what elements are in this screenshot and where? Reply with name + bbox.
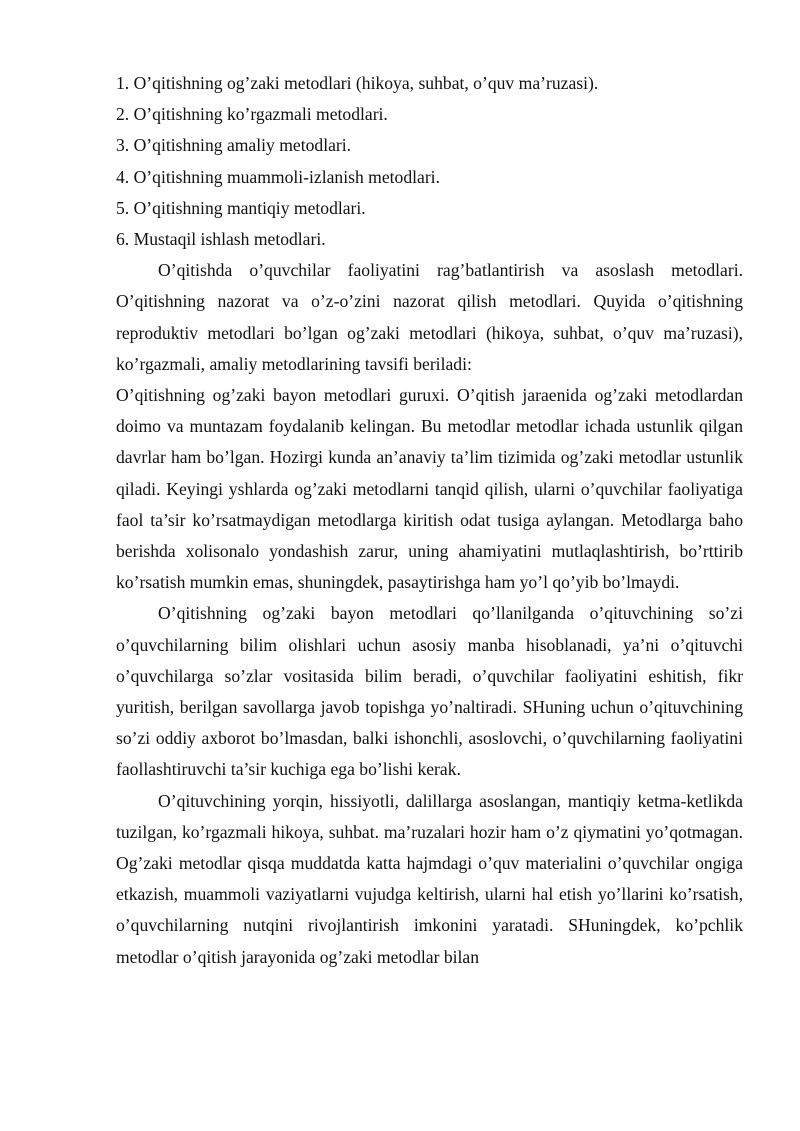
paragraph-methods-overview: O’qitishda o’quvchilar faoliyatini rag’batlantirish va asoslash metodlari. O’qitishning nazorat va o’z-o’zini nazorat qilish metodlari. Quyida o’qitishning reproduktiv metodlari bo’lgan og’zaki metodlari (hikoya, suhbat, o’quv ma’ruzasi), ko’rgazmali, amaliy metodlarining tavsifi beriladi: [116,260,743,374]
list-item-2: 2. O’qitishning ko’rgazmali metodlari. [116,104,388,125]
document-page [116,68,743,973]
list-item-1: 1. O’qitishning og’zaki metodlari (hikoya, suhbat, o’quv ma’ruzasi). [116,73,599,93]
list-item-3: 3. O’qitishning amaliy metodlari. [116,135,352,156]
paragraph-teacher-story: O’qituvchining yorqin, hissiyotli, dalillarga asoslangan, mantiqiy ketma-ketlikda tuzilgan, ko’rgazmali hikoya, suhbat. ma’ruzalari hozir ham o’z qiymatini yo’qotmagan. Og’zaki metodlar qisqa muddatda katta hajmdagi o’quv materialini o’quvchilar ongiga etkazish, muammoli vaziyatlarni vujudga keltirish, ularni hal etish yo’llarini ko’rsatish, o’quvchilarning nutqini rivojlantirish imkonini yaratadi. SHuningdek, ko’pchlik metodlar o’qitish jarayonida og’zaki metodlar bilan [116,790,743,967]
paragraph-verbal-methods-group: O’qitishning og’zaki bayon metodlari guruxi. O’qitish jaraenida og’zaki metodlardan doimo va muntazam foydalanib kelingan. Bu metodlar metodlar ichada ustunlik qilgan davrlar ham bo’lgan. Hozirgi kunda an’anaviy ta’lim tizimida og’zaki metodlar ustunlik qiladi. Keyingi yshlarda og’zaki metodlarni tanqid qilish, ularni o’quvchilar faoliyatiga faol ta’sir ko’rsatmaydigan metodlarga kiritish odat tusiga aylangan. Metodlarga baho berishda xolisonalo yondashish zarur, uning ahamiyatini mutlaqlashtirish, bo’rttirib ko’rsatish mumkin emas, shuningdek, pasaytirishga ham yo’l qo’yib bo’lmaydi. [116,385,743,593]
paragraph-teacher-word: O’qitishning og’zaki bayon metodlari qo’llanilganda o’qituvchining so’zi o’quvchilarning bilim olishlari uchun asosiy manba hisoblanadi, ya’ni o’qituvchi o’quvchilarga so’zlar vositasida bilim beradi, o’quvchilar faoliyatini eshitish, fikr yuritish, berilgan savollarga javob topishga yo’naltiradi. SHuning uchun o’qituvchining so’zi oddiy axborot bo’lmasdan, balki ishonchli, asoslovchi, o’quvchilarning faoliyatini faollashtiruvchi ta’sir kuchiga ega bo’lishi kerak. [116,603,743,780]
list-item-4: 4. O’qitishning muammoli-izlanish metodlari. [116,166,440,187]
list-item-5: 5. O’qitishning mantiqiy metodlari. [116,197,366,218]
list-item-6: 6. Mustaqil ishlash metodlari. [116,229,326,250]
